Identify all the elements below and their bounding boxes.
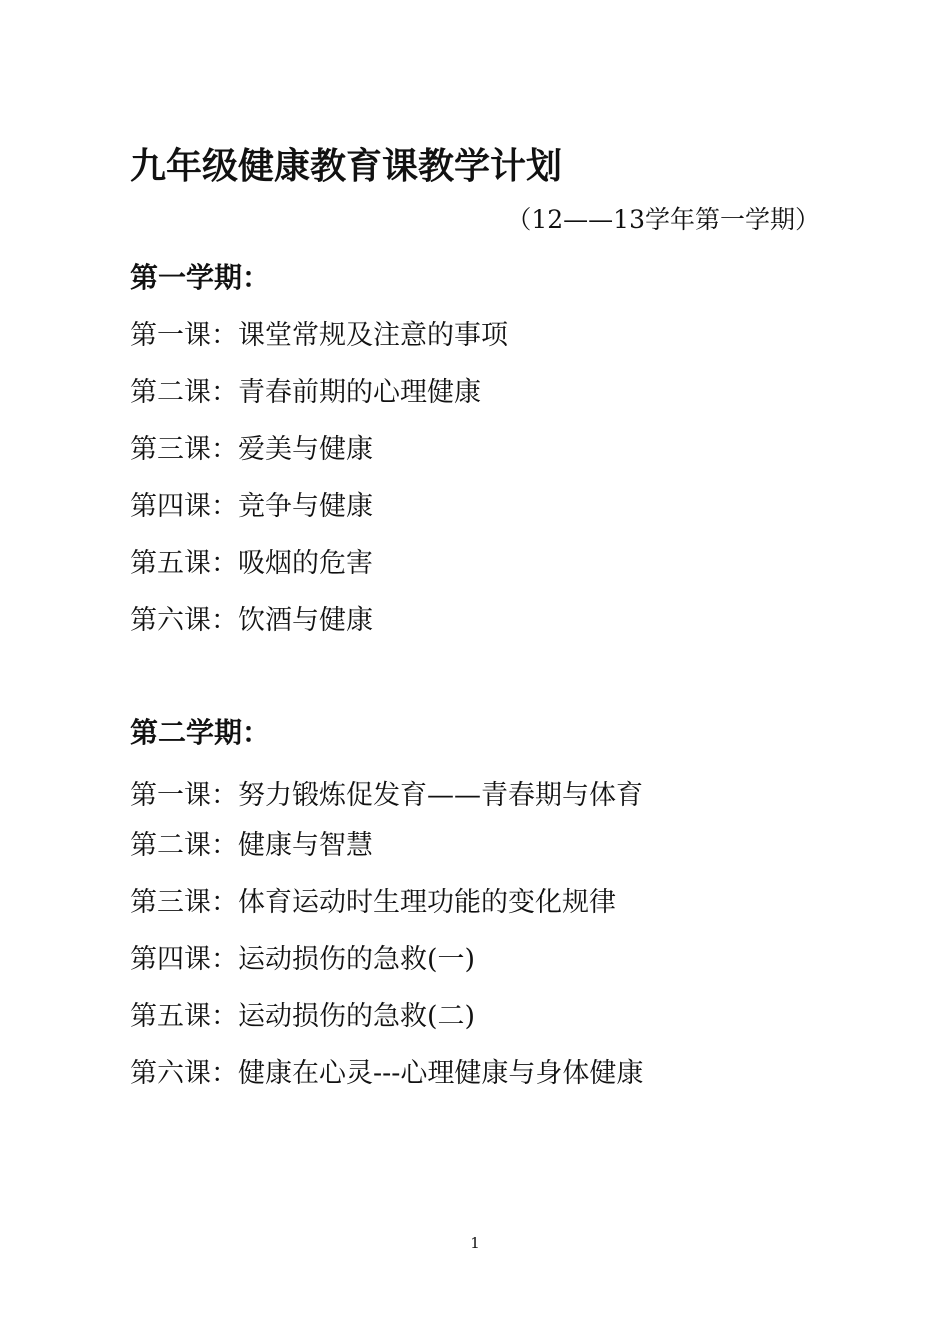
- document-title: 九年级健康教育课教学计划: [130, 146, 563, 187]
- document-subtitle: （12——13学年第一学期）: [506, 205, 820, 234]
- lesson-item: 第六课：饮酒与健康: [130, 605, 373, 636]
- lesson-item: 第五课：运动损伤的急救(二): [130, 1001, 476, 1032]
- page-number: 1: [470, 1234, 480, 1252]
- lesson-item: 第三课：体育运动时生理功能的变化规律: [130, 887, 616, 918]
- lesson-item: 第五课：吸烟的危害: [130, 548, 373, 579]
- term-heading-1: 第一学期：: [130, 261, 271, 294]
- lesson-item: 第一课：努力锻炼促发育——青春期与体育: [130, 780, 643, 811]
- lesson-item: 第四课：竞争与健康: [130, 491, 373, 522]
- lesson-item: 第三课：爱美与健康: [130, 434, 373, 465]
- term-heading-2: 第二学期：: [130, 716, 271, 749]
- lesson-item: 第二课：青春前期的心理健康: [130, 377, 481, 408]
- lesson-item: 第四课：运动损伤的急救(一): [130, 944, 476, 975]
- lesson-item: 第六课：健康在心灵---心理健康与身体健康: [130, 1058, 644, 1089]
- lesson-item: 第二课：健康与智慧: [130, 830, 373, 861]
- lesson-item: 第一课：课堂常规及注意的事项: [130, 320, 508, 351]
